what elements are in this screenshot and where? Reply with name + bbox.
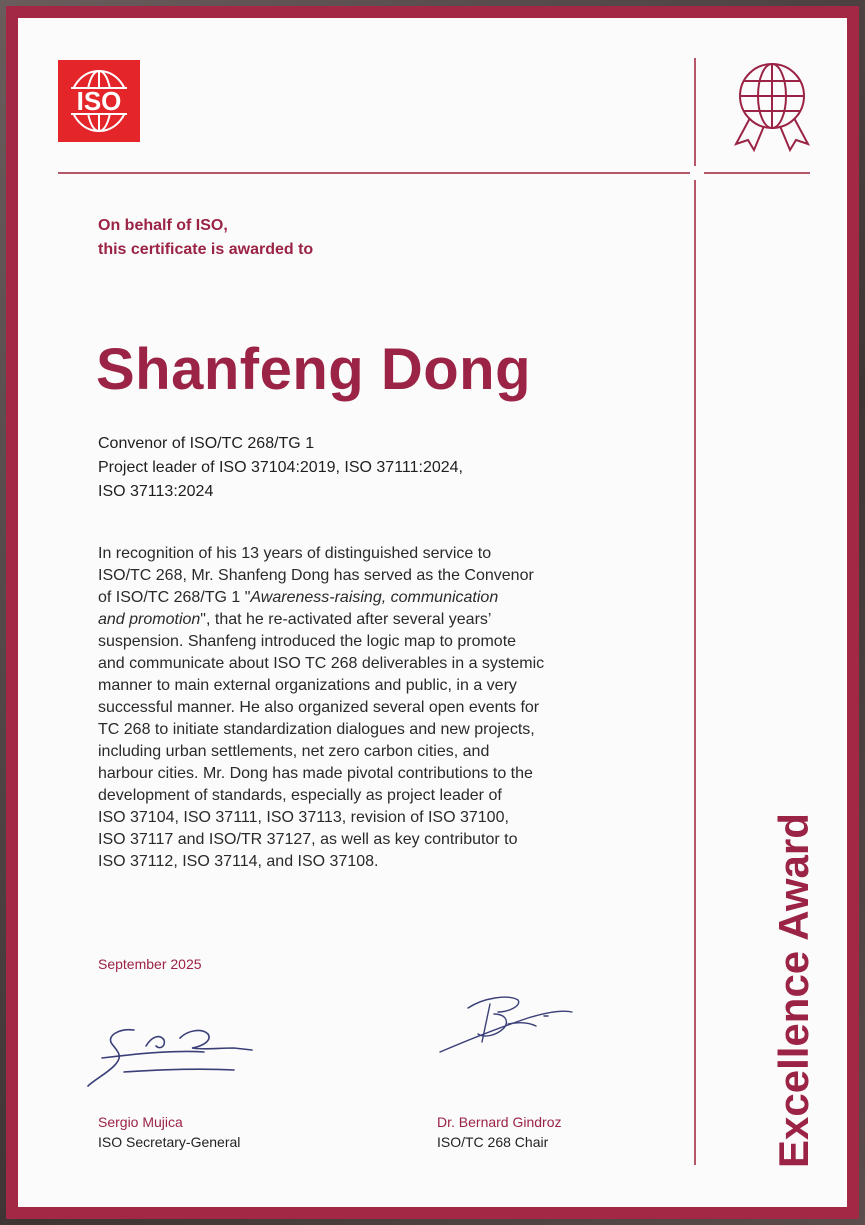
citation-text-italic: Awareness-raising, communication xyxy=(250,589,499,606)
iso-logo-text: ISO xyxy=(76,86,122,116)
signature-sergio-mujica xyxy=(84,1018,264,1093)
globe-ribbon-icon xyxy=(724,56,820,152)
header-vertical-divider xyxy=(694,58,696,166)
role-line: Project leader of ISO 37104:2019, ISO 37111:2024, xyxy=(98,459,463,476)
citation-line: TC 268 to initiate standardization dialogues and new projects, xyxy=(98,721,535,738)
role-line: Convenor of ISO/TC 268/TG 1 xyxy=(98,435,315,452)
signatory-2-name: Dr. Bernard Gindroz xyxy=(437,1114,562,1130)
recipient-name: Shanfeng Dong xyxy=(96,337,532,402)
citation-line: successful manner. He also organized several open events for xyxy=(98,699,540,716)
citation-line: and communicate about ISO TC 268 deliverables in a systemic xyxy=(98,655,545,672)
role-line: ISO 37113:2024 xyxy=(98,483,214,500)
citation-text-italic: and promotion xyxy=(98,611,201,628)
citation-text xyxy=(98,543,638,873)
citation-line: manner to main external organizations and public, in a very xyxy=(98,677,517,694)
citation-line: including urban settlements, net zero carbon cities, and xyxy=(98,743,490,760)
header-divider-left xyxy=(58,172,690,174)
citation-line xyxy=(98,587,638,609)
iso-logo-mark xyxy=(58,60,140,142)
citation-line: In recognition of his 13 years of distinguished service to xyxy=(98,545,492,562)
citation-line: ISO 37117 and ISO/TR 37127, as well as key contributor to xyxy=(98,831,518,848)
award-date: September 2025 xyxy=(98,956,202,972)
intro-line-2: this certificate is awarded to xyxy=(98,241,314,258)
signatory-2-title: ISO/TC 268 Chair xyxy=(437,1134,549,1150)
intro-line-1: On behalf of ISO, xyxy=(98,217,228,234)
header-divider-right xyxy=(704,172,810,174)
citation-line: ISO/TC 268, Mr. Shanfeng Dong has served as the Convenor xyxy=(98,567,534,584)
signatory-1-title: ISO Secretary-General xyxy=(98,1134,241,1150)
citation-line: suspension. Shanfeng introduced the logic map to promote xyxy=(98,633,517,650)
award-intro xyxy=(98,214,313,262)
side-vertical-divider xyxy=(694,180,696,1165)
signature-bernard-gindroz xyxy=(438,988,578,1058)
citation-line: ISO 37112, ISO 37114, and ISO 37108. xyxy=(98,853,379,870)
certificate-paper xyxy=(18,18,847,1207)
citation-line xyxy=(98,609,638,631)
recipient-roles xyxy=(98,432,463,504)
award-title: Excellence Award xyxy=(770,813,817,1168)
citation-line: development of standards, especially as project leader of xyxy=(98,787,502,804)
citation-text-plain: ", that he re-activated after several years’ xyxy=(200,611,492,628)
iso-logo xyxy=(58,60,140,142)
citation-text-plain: of ISO/TC 268/TG 1 " xyxy=(98,589,251,606)
citation-line: ISO 37104, ISO 37111, ISO 37113, revision of ISO 37100, xyxy=(98,809,509,826)
citation-line: harbour cities. Mr. Dong has made pivotal contributions to the xyxy=(98,765,533,782)
signatory-1-name: Sergio Mujica xyxy=(98,1114,183,1130)
